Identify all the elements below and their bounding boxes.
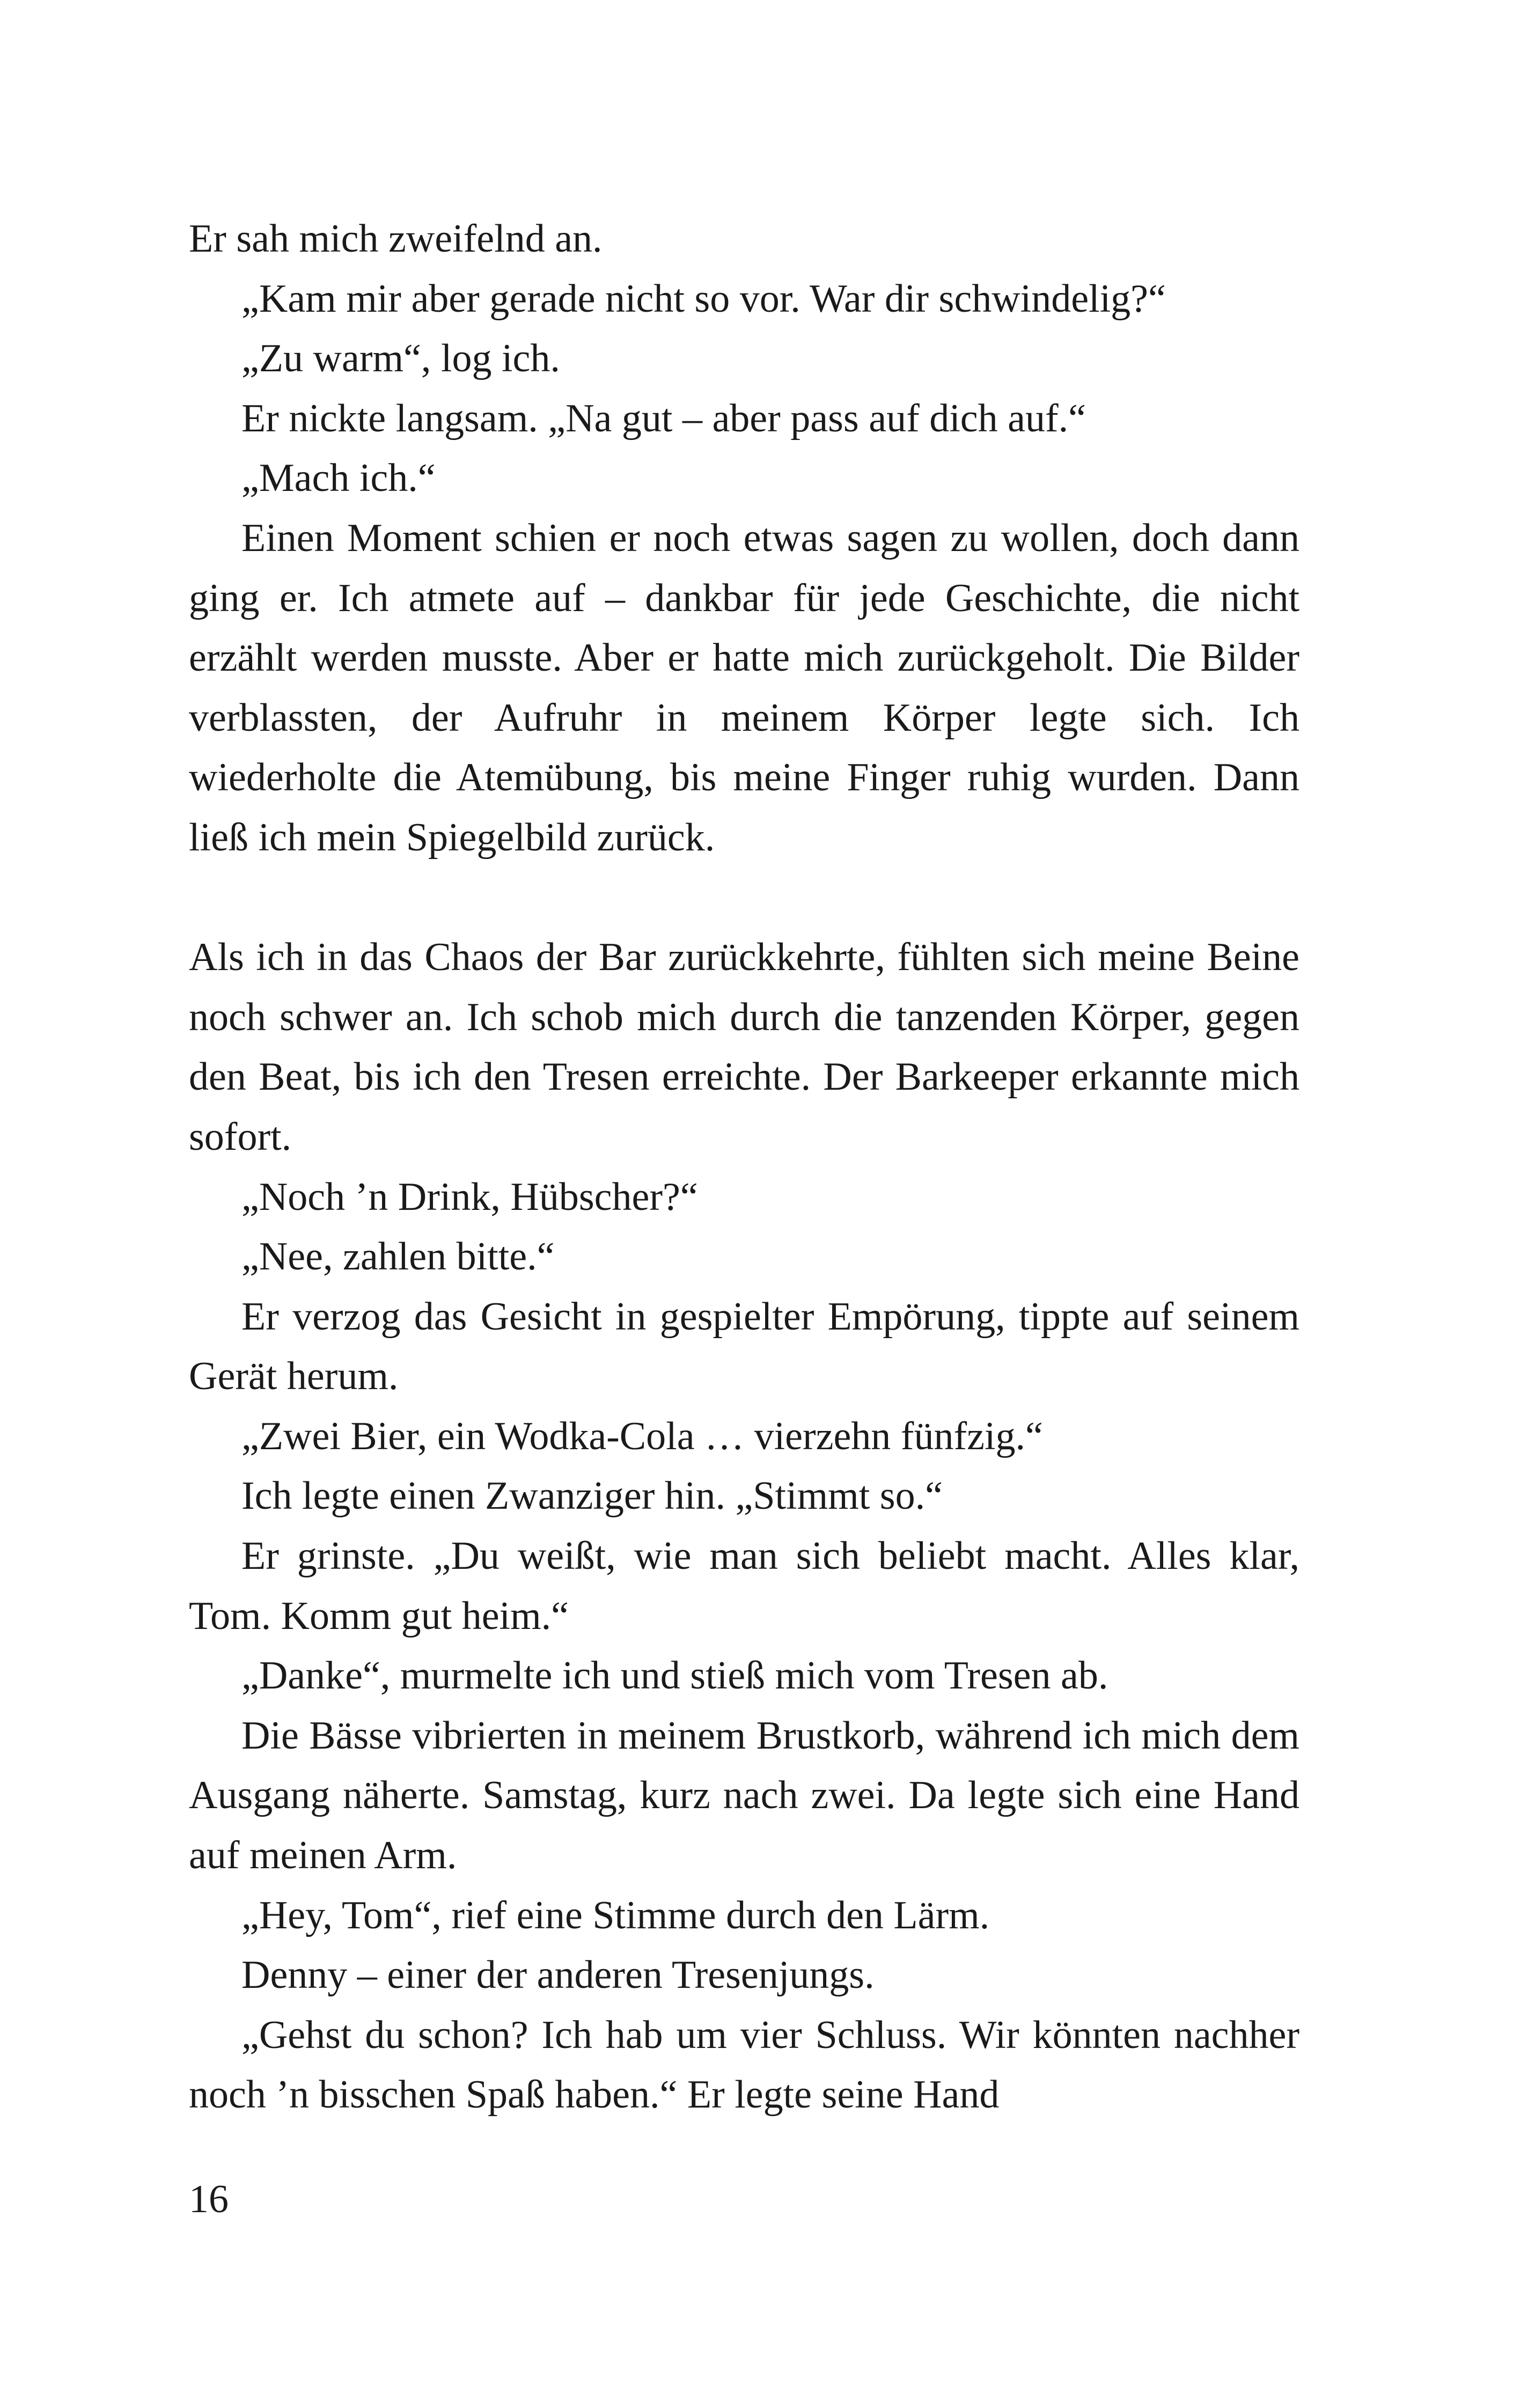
- paragraph: „Kam mir aber gerade nicht so vor. War dir schwindelig?“: [241, 276, 1166, 321]
- paragraph: „Zu warm“, log ich.: [241, 336, 560, 381]
- paragraph: Denny – einer der anderen Tresenjungs.: [241, 1953, 875, 1998]
- paragraph: „Zwei Bier, ein Wodka-Cola … vierzehn fünfzig.“: [241, 1414, 1043, 1458]
- paragraph: „Hey, Tom“, rief eine Stimme durch den Lärm.: [241, 1893, 990, 1937]
- page-number: 16: [189, 2177, 229, 2221]
- body-text: [189, 209, 1299, 2125]
- paragraph: Einen Moment schien er noch etwas sagen zu wollen, doch dann ging er. Ich atmete auf – dankbar für jede Geschichte, die nicht erzählt werden musste. Aber er hatte mich zurückgeholt. Die Bilder verblassten, der Aufruhr in meinem Körper legte sich. Ich wiederholte die Atemübung, bis meine Finger ruhig wurden. Dann ließ ich mein Spiegelbild zurück.: [189, 516, 1299, 860]
- paragraph: Er sah mich zweifelnd an.: [189, 217, 603, 261]
- paragraph: Die Bässe vibrierten in meinem Brustkorb, während ich mich dem Ausgang näherte. Samstag, kurz nach zwei. Da legte sich eine Hand auf meinen Arm.: [189, 1713, 1299, 1878]
- paragraph: „Noch ’n Drink, Hübscher?“: [241, 1174, 698, 1219]
- paragraph: Ich legte einen Zwanziger hin. „Stimmt so.“: [241, 1474, 943, 1518]
- paragraph: „Gehst du schon? Ich hab um vier Schluss. Wir könnten nachher noch ’n bisschen Spaß haben.“ Er legte seine Hand: [189, 2013, 1299, 2117]
- paragraph: Er verzog das Gesicht in gespielter Empörung, tippte auf seinem Gerät herum.: [189, 1294, 1299, 1399]
- paragraph: Als ich in das Chaos der Bar zurückkehrte, fühlten sich meine Beine noch schwer an. Ich schob mich durch die tanzenden Körper, gegen den Beat, bis ich den Tresen erreichte. Der Barkeeper erkannte mich sofort.: [189, 935, 1299, 1159]
- paragraph: „Mach ich.“: [241, 456, 436, 501]
- paragraph: Er nickte langsam. „Na gut – aber pass auf dich auf.“: [241, 396, 1086, 441]
- paragraph: „Danke“, murmelte ich und stieß mich vom Tresen ab.: [241, 1654, 1108, 1698]
- paragraph: „Nee, zahlen bitte.“: [241, 1235, 555, 1279]
- paragraph: Er grinste. „Du weißt, wie man sich beliebt macht. Alles klar, Tom. Komm gut heim.“: [189, 1534, 1299, 1638]
